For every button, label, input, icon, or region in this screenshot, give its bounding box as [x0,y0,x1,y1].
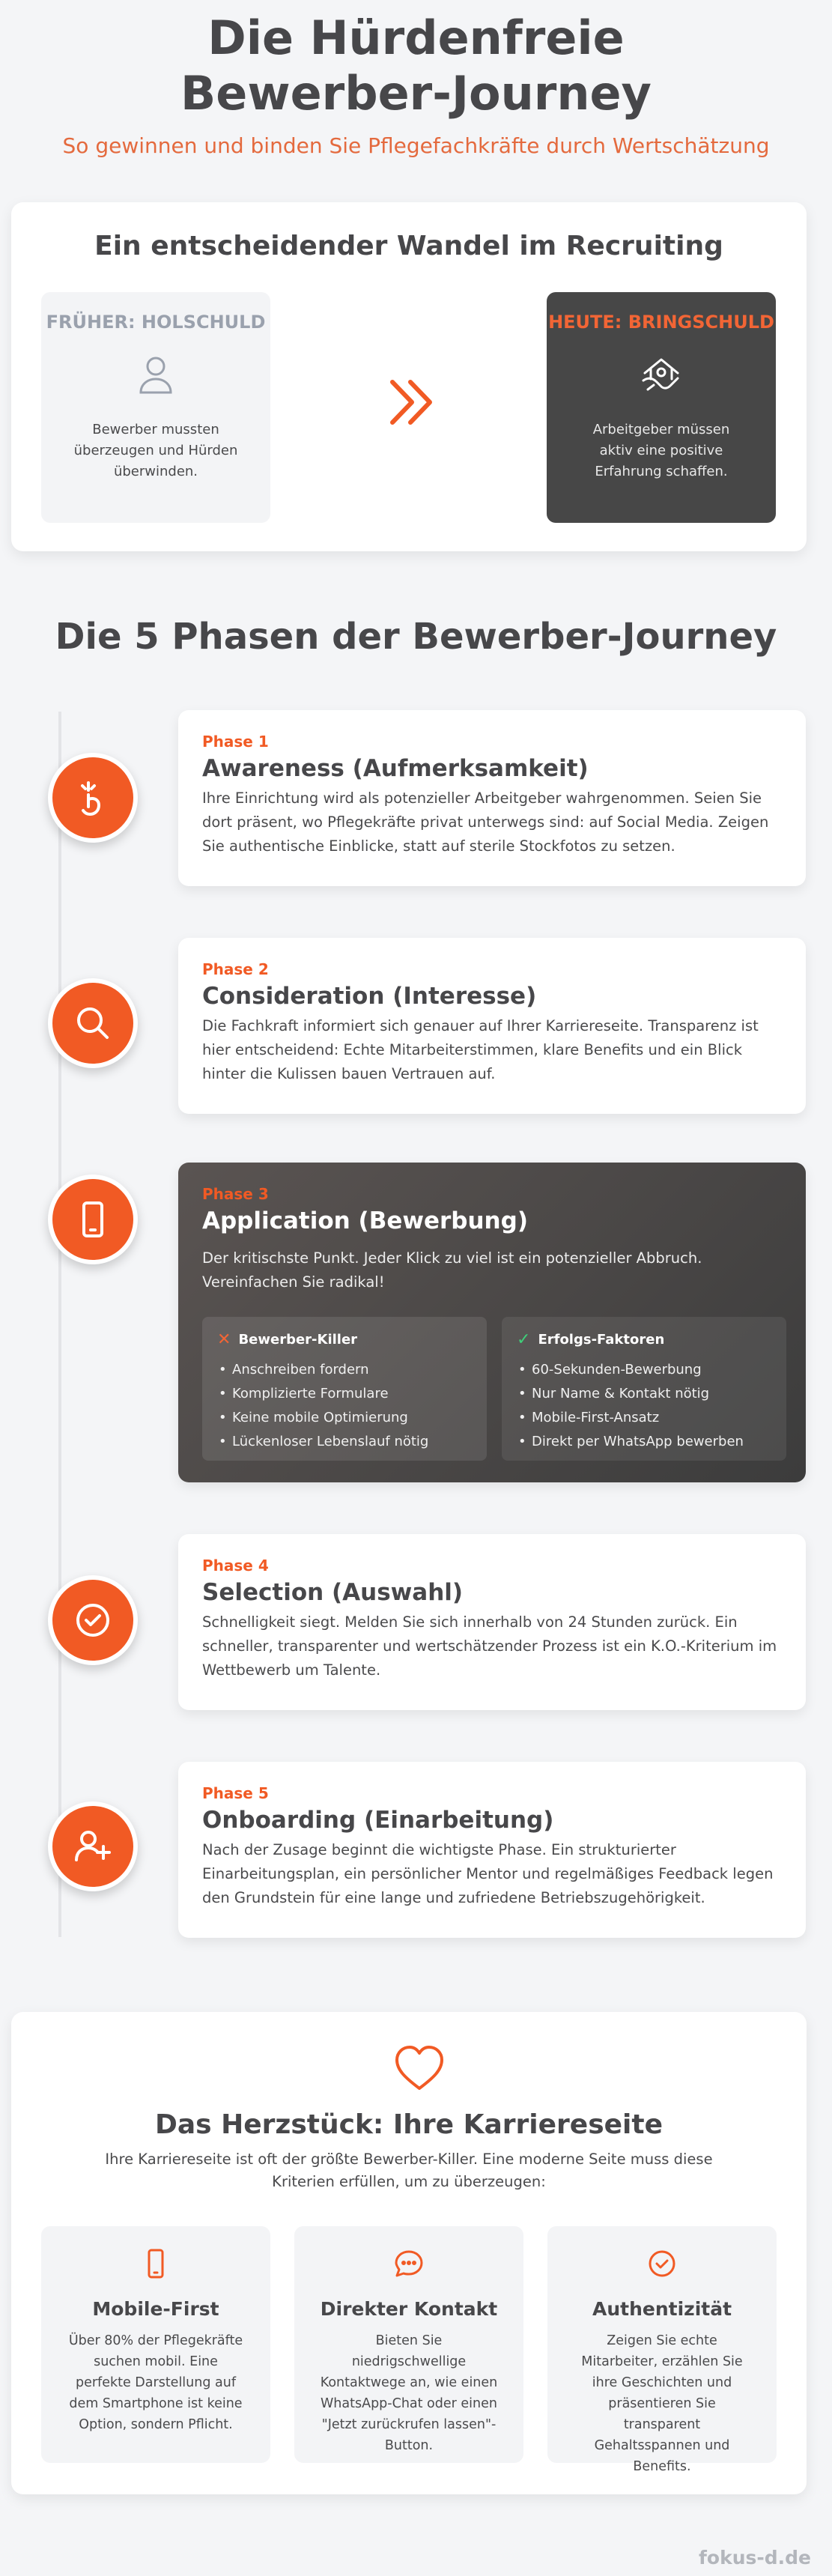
list-item: • Keine mobile Optimierung [217,1406,472,1430]
feature-text: Über 80% der Pflegekräfte suchen mobil. Eine perfekte Darstellung auf dem Smartphone ist keine Option, sondern Pflicht. [68,2333,243,2432]
factors-title: Erfolgs-Faktoren [538,1332,665,1348]
hand-pointer-icon [72,777,114,819]
phase-text: Schnelligkeit siegt. Melden Sie sich innerhalb von 24 Stunden zurück. Ein schneller, transparenter und wertschätzender Prozess ist ein K.O.-Kriterium im Wettbewerb um Talente. [202,1613,777,1679]
smartphone-icon [139,2247,172,2280]
killer-title: Bewerber-Killer [238,1332,358,1348]
double-chevron-right-icon [383,375,439,430]
phase-label: Phase 2 [202,960,269,978]
phase-text: Der kritischste Punkt. Jeder Klick zu viel ist ein potenzieller Abbruch. Vereinfachen Sie radikal! [202,1249,702,1291]
feature-title: Mobile-First [92,2298,219,2320]
phase-title: Consideration (Interesse) [202,983,537,1010]
phase-4-card [178,1534,806,1710]
phase-text: Ihre Einrichtung wird als potenzieller Arbeitgeber wahrgenommen. Seien Sie dort präsent, wo Pflegekräfte privat unterwegs sind: auf Social Media. Zeigen Sie authentische Einblicke, statt auf sterile Stockfotos zu setzen. [202,790,769,855]
footer-domain: fokus-d.de [699,2547,811,2569]
chat-icon [392,2247,425,2280]
list-item: • Lückenloser Lebenslauf nötig [217,1430,472,1454]
before-text: Bewerber mussten überzeugen und Hürden überwinden. [73,422,238,479]
phase-label: Phase 1 [202,733,269,751]
phase-title: Selection (Auswahl) [202,1579,464,1606]
user-icon [132,351,180,398]
after-text: Arbeitgeber müssen aktiv eine positive Erfahrung schaffen. [592,422,730,479]
erfolgs-faktoren-box [502,1317,786,1461]
check-circle-icon [72,1599,114,1641]
feature-title: Direkter Kontakt [320,2298,498,2320]
phase-1-card [178,710,806,886]
phase-title: Application (Bewerbung) [202,1207,528,1234]
bewerber-killer-box [202,1317,487,1461]
phase-label: Phase 4 [202,1557,269,1575]
factors-list [517,1358,771,1454]
phase-label: Phase 3 [202,1185,269,1203]
phase-4-icon-circle [48,1575,138,1665]
phase-title: Awareness (Aufmerksamkeit) [202,755,589,782]
feature-mobile-first [41,2226,270,2463]
phase-label: Phase 5 [202,1784,269,1802]
close-icon: ✕ [217,1330,231,1349]
phase-text: Die Fachkraft informiert sich genauer auf Ihrer Karriereseite. Transparenz ist hier entscheidend: Echte Mitarbeiterstimmen, klare Benefits und ein Blick hinter die Kulissen bauen Vertrauen auf. [202,1017,759,1082]
recruiting-shift-card [11,202,807,551]
phase-title: Onboarding (Einarbeitung) [202,1807,554,1834]
phases-title: Die 5 Phasen der Bewerber-Journey [55,616,777,658]
smartphone-icon [72,1198,114,1240]
after-title: HEUTE: BRINGSCHULD [548,312,774,333]
feature-text: Bieten Sie niedrigschwellige Kontaktwege an, wie einen WhatsApp-Chat oder einen "Jetzt zurückrufen lassen"-Button. [320,2333,498,2453]
factors-heading [517,1330,771,1349]
list-item: • Anschreiben fordern [217,1358,472,1382]
killer-list [217,1358,472,1454]
feature-title: Authentizität [592,2298,732,2320]
hero [0,0,832,158]
before-box [41,292,270,523]
phase-3-icon-circle [48,1175,138,1264]
check-icon: ✓ [517,1330,531,1349]
page-subtitle: So gewinnen und binden Sie Pflegefachkräfte durch Wertschätzung [62,133,770,158]
feature-text: Zeigen Sie echte Mitarbeiter, erzählen Sie ihre Geschichten und präsentieren Sie transparent Gehaltsspannen und Benefits. [581,2333,743,2474]
list-item: • Nur Name & Kontakt nötig [517,1382,771,1406]
search-icon [72,1002,114,1044]
page-title: Die Hürdenfreie Bewerber-Journey [180,10,652,121]
phase-5-icon-circle [48,1801,138,1891]
heart-icon [392,2042,446,2096]
killer-heading [217,1330,472,1349]
user-plus-icon [72,1825,114,1867]
list-item: • Direkt per WhatsApp bewerben [517,1430,771,1454]
phase-1-icon-circle [48,753,138,843]
check-circle-icon [646,2247,678,2280]
timeline-line [58,712,61,1937]
after-box [547,292,776,523]
career-page-card [11,2012,807,2494]
career-intro: Ihre Karriereseite ist oft der größte Bewerber-Killer. Eine moderne Seite muss diese Kriterien erfüllen, um zu überzeugen: [105,2151,713,2190]
phase-2-icon-circle [48,978,138,1068]
shift-title: Ein entscheidender Wandel im Recruiting [94,231,723,261]
list-item: • 60-Sekunden-Bewerbung [517,1358,771,1382]
phase-3-card [178,1163,806,1482]
list-item: • Komplizierte Formulare [217,1382,472,1406]
feature-direct-contact [294,2226,523,2463]
career-title: Das Herzstück: Ihre Karriereseite [154,2109,664,2140]
feature-authenticity [547,2226,777,2474]
list-item: • Mobile-First-Ansatz [517,1406,771,1430]
before-title: FRÜHER: HOLSCHULD [46,312,266,333]
hand-house-icon [637,351,685,398]
phase-2-card [178,938,806,1114]
phase-text: Nach der Zusage beginnt die wichtigste Phase. Ein strukturierter Einarbeitungsplan, ein persönlicher Mentor und regelmäßiges Feedback legen den Grundstein für eine lange und zufriedene Betriebszugehörigkeit. [202,1841,774,1906]
phase-5-card [178,1762,806,1938]
